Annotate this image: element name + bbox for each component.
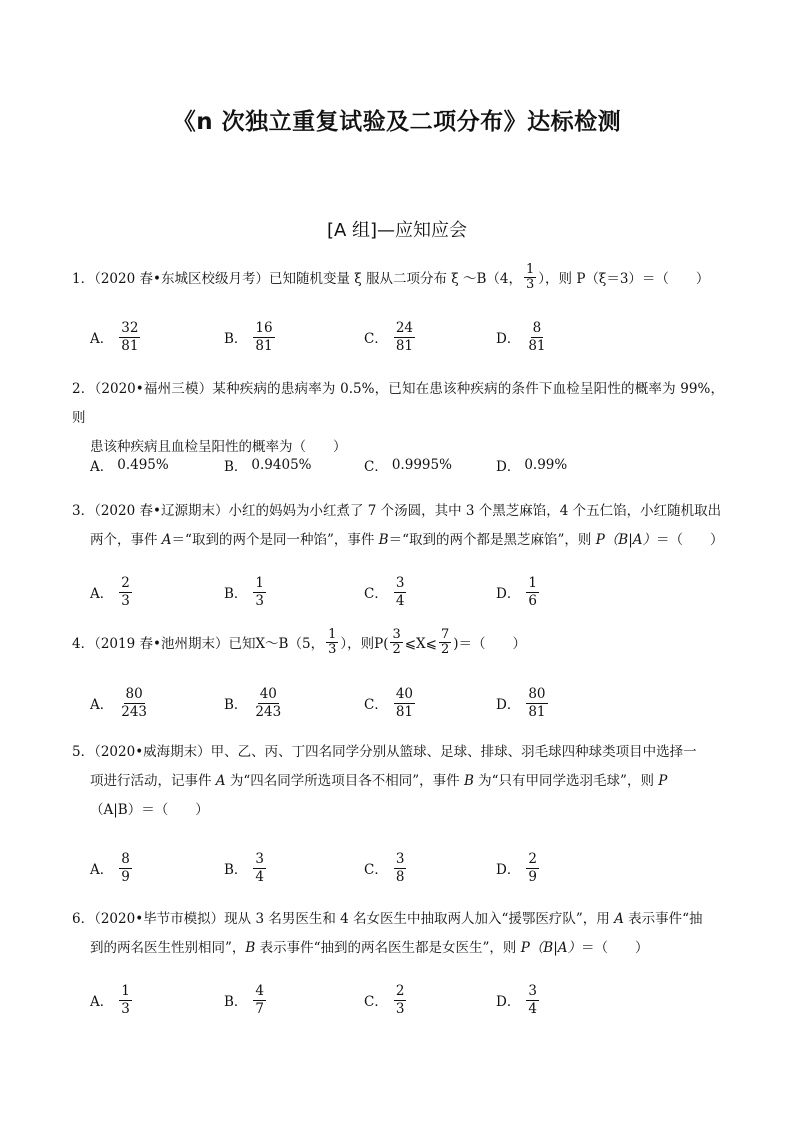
q2-option-c[interactable]: C． 0.9995% — [364, 457, 452, 475]
q1-options — [90, 318, 690, 356]
q6-option-a[interactable]: A． $\frac{1}{3}$ — [90, 982, 130, 1017]
q2-option-d[interactable]: D． 0.99% — [496, 457, 568, 475]
q5-option-c[interactable]: C． $\frac{3}{8}$ — [364, 850, 405, 885]
q2-option-a[interactable]: A． 0.495% — [90, 457, 169, 475]
q2-line-1: 2．（2020•福州三模）某种疾病的患病率为 0.5%，已知在患该种疾病的条件下血检呈阳性的概率为 99%，则 — [72, 381, 724, 426]
q3-option-b[interactable]: B． $\frac{1}{3}$ — [224, 574, 265, 609]
q6-option-c[interactable]: C． $\frac{2}{3}$ — [364, 982, 405, 1017]
q4-option-b[interactable]: B． $\frac{40}{243}$ — [224, 685, 282, 720]
q3-options — [90, 573, 690, 611]
q6-line-1: 6．（2020•毕节市模拟）现从 3 名男医生和 4 名女医生中抽取两人加入“援鄂医疗队”，用 A 表示事件“抽 — [72, 911, 703, 927]
question-4: 4．（2019 春•池州期末）已知X～B（5， $\frac{1}{3}$ ），则P( $\frac{3}{2}$ ⩽X⩽ $\frac{7}{2}$ )＝（ ） — [72, 627, 527, 657]
q3-option-c[interactable]: C． $\frac{3}{4}$ — [364, 574, 405, 609]
q6-option-b[interactable]: B． $\frac{4}{7}$ — [224, 982, 265, 1017]
page-title: 《n 次独立重复试验及二项分布》达标检测 — [172, 109, 622, 135]
q6-option-d[interactable]: D． $\frac{3}{4}$ — [496, 982, 537, 1017]
q5-line-2: 项进行活动，记事件 A 为“四名同学所选项目各不相同”，事件 B 为“只有甲同学选羽毛球”，则 P — [90, 773, 668, 789]
section-heading: [A 组]—应知应会 — [326, 220, 468, 241]
q2-options — [90, 446, 690, 484]
q2-line-2: 患该种疾病且血检呈阳性的概率为（ ） — [90, 439, 347, 455]
question-6 — [72, 905, 724, 963]
q1-option-c[interactable]: C． $\frac{24}{81}$ — [364, 319, 414, 354]
q3-option-d[interactable]: D． $\frac{1}{6}$ — [496, 574, 537, 609]
q4-fraction-3: $\frac{7}{2}$ — [440, 627, 450, 657]
q6-line-2: 到的两名医生性别相同”，B 表示事件“抽到的两名医生都是女医生”，则 P（B|A）＝（ ） — [90, 940, 649, 956]
q5-option-b[interactable]: B． $\frac{3}{4}$ — [224, 850, 265, 885]
q2-option-b[interactable]: B． 0.9405% — [224, 457, 312, 475]
q1-text-post: ），则 P（ξ＝3）＝（ ） — [538, 271, 710, 287]
q4-options — [90, 684, 690, 722]
q6-options — [90, 981, 690, 1019]
q3-line-2: 两个，事件 A＝“取到的两个是同一种馅”，事件 B＝“取到的两个都是黑芝麻馅”，则 P（B|A）＝（ ） — [90, 532, 724, 548]
question-1 — [72, 262, 724, 294]
q1-fraction: $\frac{1}{3}$ — [526, 262, 535, 292]
q5-option-a[interactable]: A． $\frac{8}{9}$ — [90, 850, 130, 885]
q4-option-c[interactable]: C． $\frac{40}{81}$ — [364, 685, 414, 720]
q1-option-b[interactable]: B． $\frac{16}{81}$ — [224, 319, 273, 354]
q4-fraction-1: $\frac{1}{3}$ — [328, 627, 337, 657]
q1-text-pre: 1．（2020 春•东城区校级月考）已知随机变量 ξ 服从二项分布 ξ ～B（4， — [72, 271, 522, 287]
q1-option-a[interactable]: A． $\frac{32}{81}$ — [90, 319, 139, 354]
q4-fraction-2: $\frac{3}{2}$ — [392, 627, 401, 657]
q1-option-d[interactable]: D． $\frac{8}{81}$ — [496, 319, 546, 354]
q4-option-a[interactable]: A． $\frac{80}{243}$ — [90, 685, 148, 720]
q3-option-a[interactable]: A． $\frac{2}{3}$ — [90, 574, 130, 609]
q5-line-1: 5．（2020•威海期末）甲、乙、丙、丁四名同学分别从篮球、足球、排球、羽毛球四种球类项目中选择一 — [72, 744, 697, 760]
q4-option-d[interactable]: D． $\frac{80}{81}$ — [496, 685, 546, 720]
q5-options — [90, 849, 690, 887]
question-5 — [72, 738, 724, 825]
q5-line-3: （A|B）＝（ ） — [90, 802, 209, 818]
q5-option-d[interactable]: D． $\frac{2}{9}$ — [496, 850, 537, 885]
q3-line-1: 3．（2020 春•辽源期末）小红的妈妈为小红煮了 7 个汤圆，其中 3 个黑芝麻馅，4 个五仁馅，小红随机取出 — [72, 503, 722, 519]
question-3 — [72, 497, 724, 555]
